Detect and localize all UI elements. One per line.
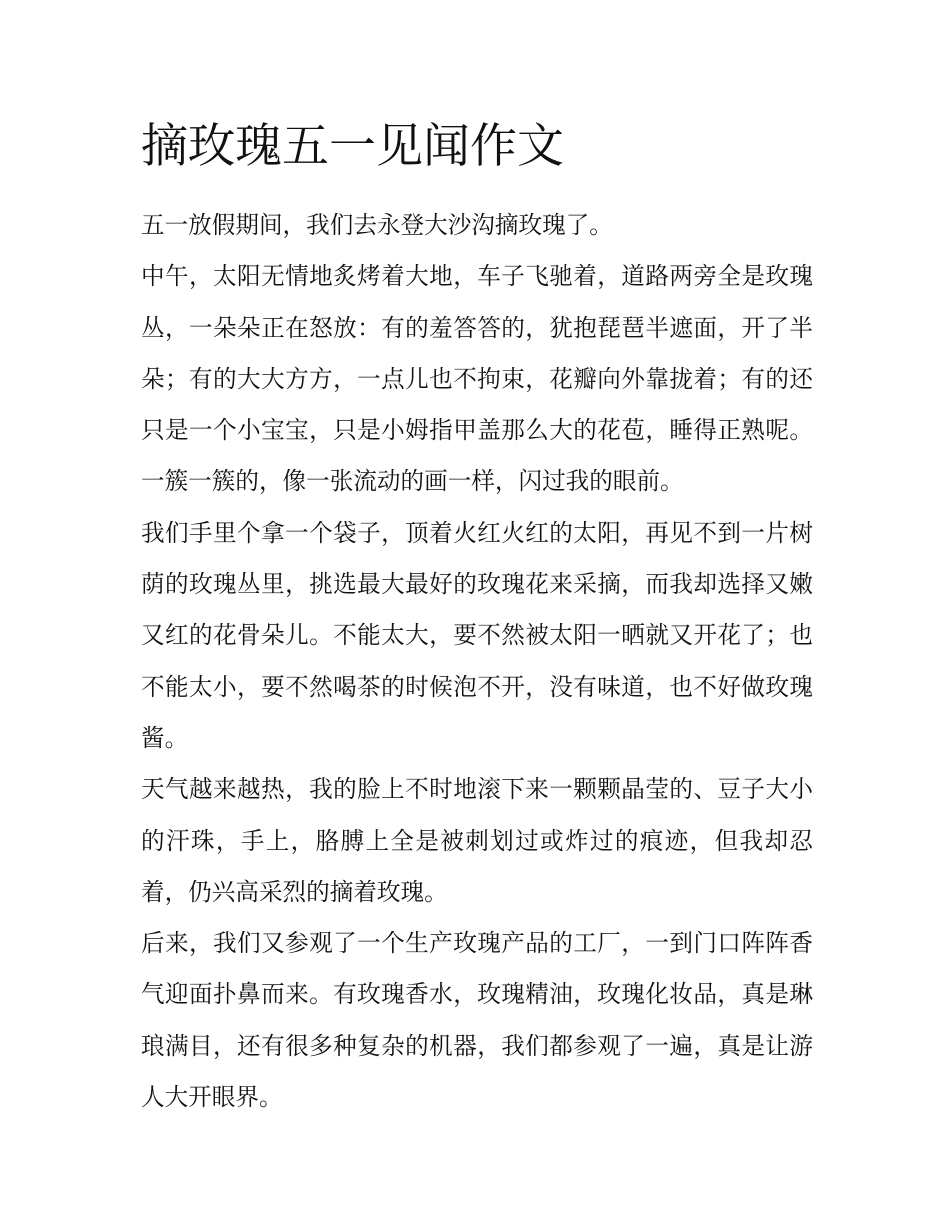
document-title: 摘玫瑰五一见闻作文 [141,119,564,174]
paragraph-3: 我们手里个拿一个袋子，顶着火红火红的太阳，再见不到一片树荫的玫瑰丛里，挑选最大最好的玫瑰花来采摘，而我却选择又嫩又红的花骨朵儿。不能太大，要不然被太阳一晒就又开花了；也不能太小，要不然喝茶的时候泡不开，没有味道，也不好做玫瑰酱。 [141,518,813,752]
paragraph-2: 中午，太阳无情地炙烤着大地，车子飞驰着，道路两旁全是玫瑰丛，一朵朵正在怒放：有的羞答答的，犹抱琵琶半遮面，开了半朵；有的大大方方，一点儿也不拘束，花瓣向外靠拢着；有的还只是一个小宝宝，只是小姆指甲盖那么大的花苞，睡得正熟呢。一簇一簇的，像一张流动的画一样，闪过我的眼前。 [141,262,813,496]
paragraph-5: 后来，我们又参观了一个生产玫瑰产品的工厂，一到门口阵阵香气迎面扑鼻而来。有玫瑰香水，玫瑰精油，玫瑰化妆品，真是琳琅满目，还有很多种复杂的机器，我们都参观了一遍，真是让游人大开眼界。 [141,929,813,1112]
paragraph-4: 天气越来越热，我的脸上不时地滚下来一颗颗晶莹的、豆子大小的汗珠，手上，胳膊上全是被刺划过或炸过的痕迹，但我却忍着，仍兴高采烈的摘着玫瑰。 [141,775,813,906]
paragraph-1: 五一放假期间，我们去永登大沙沟摘玫瑰了。 [141,211,613,239]
document-body [141,112,813,1123]
